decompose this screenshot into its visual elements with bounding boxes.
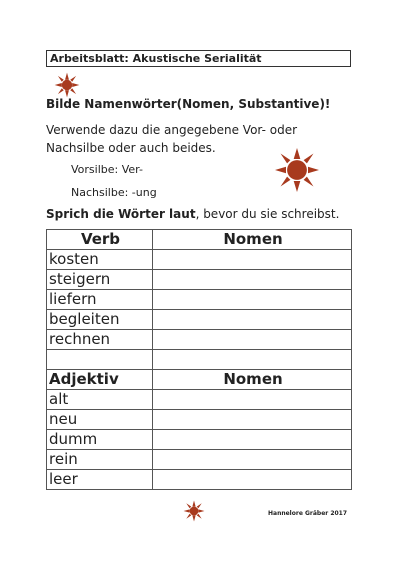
empty-cell [153,350,352,370]
answer-cell[interactable] [153,250,352,270]
sun-icon [183,500,205,522]
table-header-row [47,370,352,390]
table-row [47,430,352,450]
word-cell: liefern [47,290,153,310]
answer-cell[interactable] [153,390,352,410]
answer-cell[interactable] [153,310,352,330]
header-nomen: Nomen [153,230,352,250]
speak-instruction-bold: Sprich die Wörter laut [46,207,196,221]
table-row [47,250,352,270]
instruction-text [46,121,297,157]
instruction-line: Nachsilbe oder auch beides. [46,141,216,155]
speak-instruction [46,207,339,221]
instruction-line: Verwende dazu die angegebene Vor- oder [46,123,298,137]
answer-cell[interactable] [153,270,352,290]
table-row-empty [47,350,352,370]
word-cell: dumm [47,430,153,450]
answer-cell[interactable] [153,450,352,470]
table-row [47,290,352,310]
word-cell: leer [47,470,153,490]
author-credit: Hannelore Gräber 2017 [268,510,348,517]
word-cell: rechnen [47,330,153,350]
table-row [47,390,352,410]
speak-instruction-rest: , bevor du sie schreibst. [195,207,340,221]
answer-cell[interactable] [153,430,352,450]
answer-cell[interactable] [153,470,352,490]
word-cell: kosten [47,250,153,270]
worksheet-title: Arbeitsblatt: Akustische Serialität [46,50,351,67]
table-row [47,450,352,470]
table-header-row [47,230,352,250]
header-adjektiv: Adjektiv [47,370,153,390]
word-table [46,229,352,490]
prefix-label: Vorsilbe: Ver- [71,163,143,176]
answer-cell[interactable] [153,410,352,430]
sun-icon [54,72,80,98]
table-row [47,470,352,490]
answer-cell[interactable] [153,330,352,350]
answer-cell[interactable] [153,290,352,310]
table-row [47,310,352,330]
word-cell: neu [47,410,153,430]
word-cell: steigern [47,270,153,290]
table-row [47,270,352,290]
task-heading: Bilde Namenwörter(Nomen, Substantive)! [46,97,331,111]
header-verb: Verb [47,230,153,250]
word-cell: begleiten [47,310,153,330]
table-row [47,410,352,430]
empty-cell [47,350,153,370]
word-cell: rein [47,450,153,470]
header-nomen: Nomen [153,370,352,390]
suffix-label: Nachsilbe: -ung [71,186,157,199]
sun-icon [275,148,319,192]
table-row [47,330,352,350]
word-cell: alt [47,390,153,410]
